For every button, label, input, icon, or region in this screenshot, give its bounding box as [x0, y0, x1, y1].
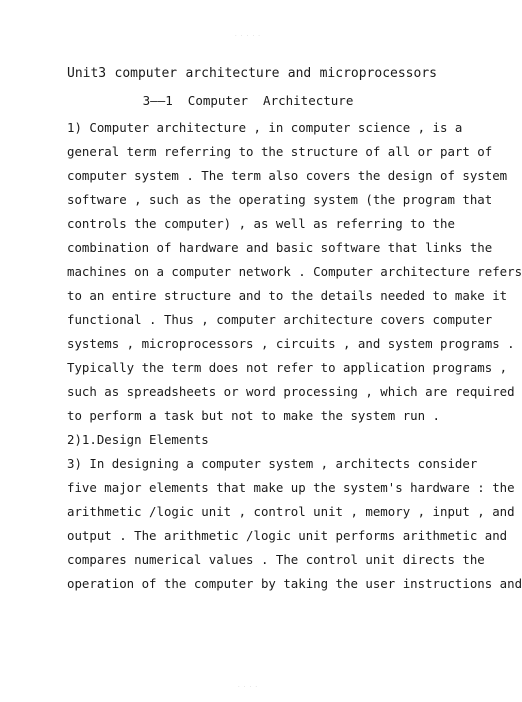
- body-text: [67, 116, 522, 596]
- text-line: arithmetic /logic unit , control unit , memory , input , and: [67, 504, 515, 519]
- text-line: output . The arithmetic /logic unit performs arithmetic and: [67, 528, 508, 543]
- text-line: to an entire structure and to the details needed to make it: [67, 288, 508, 303]
- text-line: functional . Thus , computer architecture covers computer: [67, 312, 493, 327]
- text-line: Typically the term does not refer to application programs ,: [67, 360, 508, 375]
- document-title: Unit3 computer architecture and microprocessors: [67, 66, 437, 81]
- section-subtitle: 3——1 Computer Architecture: [142, 93, 354, 108]
- text-line: such as spreadsheets or word processing , which are required: [67, 384, 515, 399]
- text-line: compares numerical values . The control unit directs the: [67, 552, 485, 567]
- text-line: software , such as the operating system (the program that: [67, 192, 493, 207]
- header-watermark: · · · · ·: [234, 33, 262, 40]
- text-line: systems , microprocessors , circuits , and system programs .: [67, 336, 515, 351]
- text-line: 3) In designing a computer system , architects consider: [67, 456, 478, 471]
- text-line: operation of the computer by taking the user instructions and: [67, 576, 522, 591]
- footer-watermark: · · · ·: [237, 684, 259, 691]
- text-line: to perform a task but not to make the system run .: [67, 408, 440, 423]
- text-line: five major elements that make up the system's hardware : the: [67, 480, 515, 495]
- text-line: 2)1.Design Elements: [67, 432, 209, 447]
- text-line: controls the computer) , as well as referring to the: [67, 216, 455, 231]
- text-line: computer system . The term also covers the design of system: [67, 168, 508, 183]
- text-line: general term referring to the structure of all or part of: [67, 144, 493, 159]
- text-line: combination of hardware and basic software that links the: [67, 240, 493, 255]
- text-line: machines on a computer network . Computer architecture refers: [67, 264, 522, 279]
- text-line: 1) Computer architecture , in computer science , is a: [67, 120, 463, 135]
